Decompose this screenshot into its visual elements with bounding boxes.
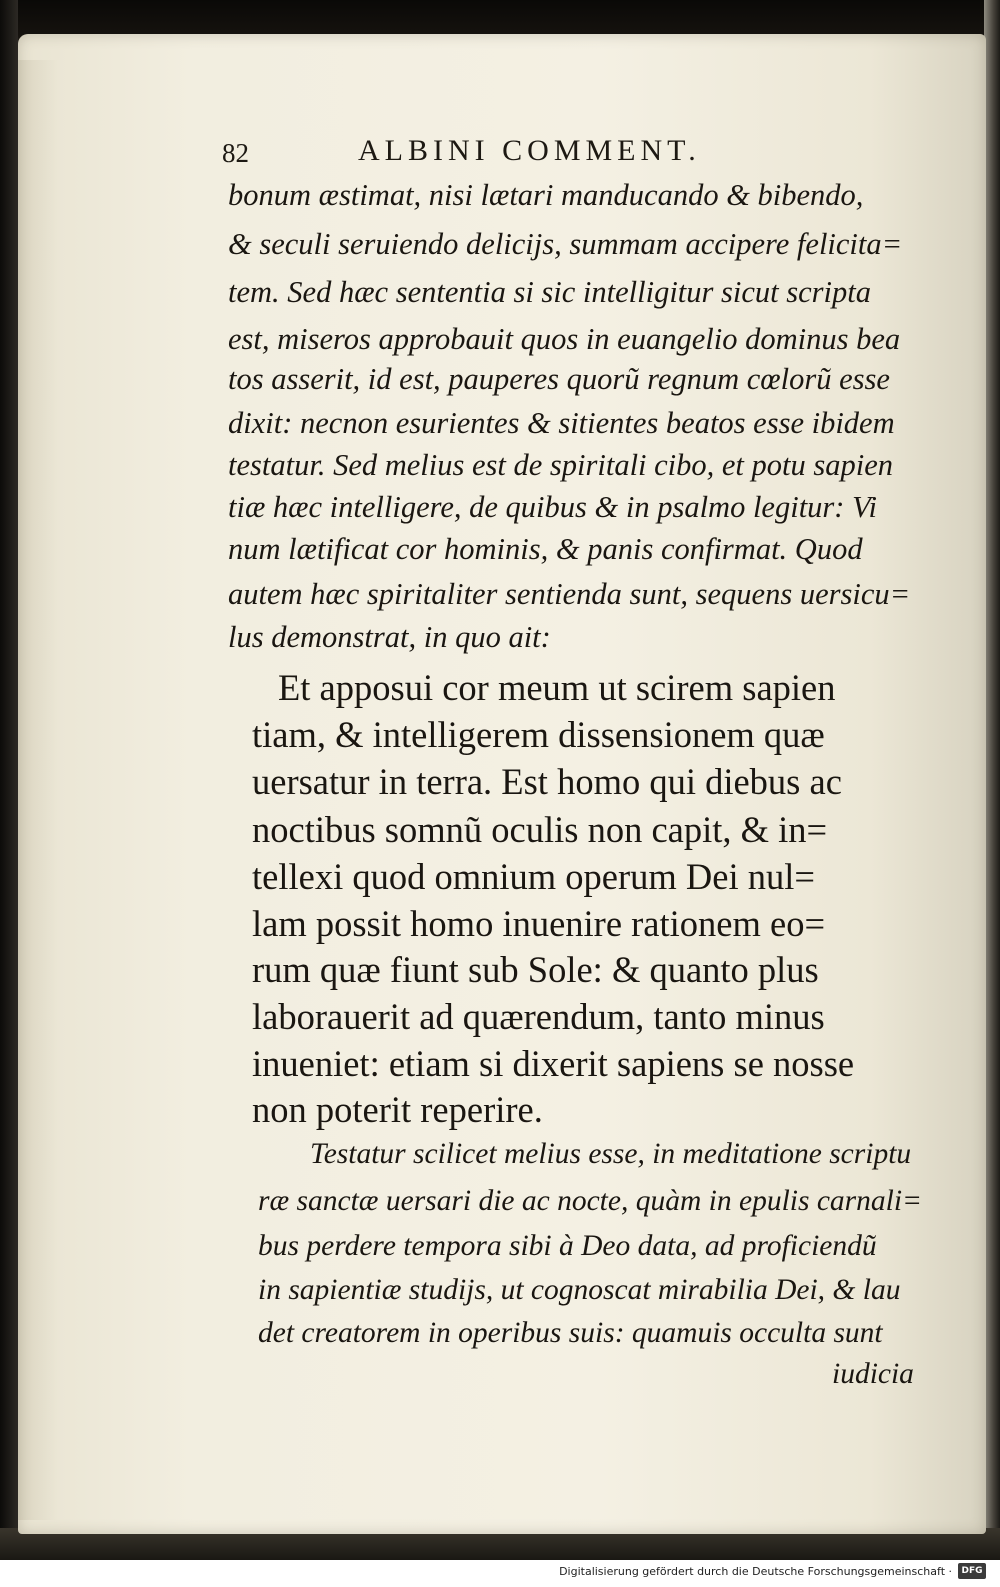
commentary-line: num lætificat cor hominis, & panis confirmat. Quod <box>228 532 863 566</box>
scripture-line: non poterit reperire. <box>252 1089 543 1130</box>
commentary-line: det creatorem in operibus suis: quamuis occulta sunt <box>258 1317 883 1349</box>
commentary-line: bus perdere tempora sibi à Deo data, ad proficiendũ <box>258 1230 877 1262</box>
dfg-logo: DFG <box>958 1563 986 1579</box>
scripture-line: lam possit homo inuenire rationem eo= <box>252 903 826 944</box>
commentary-line: in sapientiæ studijs, ut cognoscat mirabilia Dei, & lau <box>258 1274 901 1306</box>
scripture-line: uersatur in terra. Est homo qui diebus ac <box>252 761 842 802</box>
scripture-line: tellexi quod omnium operum Dei nul= <box>252 856 815 897</box>
commentary-line: autem hæc spiritaliter sentienda sunt, sequens uersicu= <box>228 577 911 611</box>
scripture-line: laborauerit ad quærendum, tanto minus <box>252 996 825 1037</box>
commentary-line: est, miseros approbauit quos in euangelio dominus bea <box>228 322 901 356</box>
scripture-line: inueniet: etiam si dixerit sapiens se nosse <box>252 1043 855 1084</box>
scripture-line: tiam, & intelligerem dissensionem quæ <box>252 714 825 755</box>
commentary-line: tos asserit, id est, pauperes quorũ regnum cœlorũ esse <box>228 362 890 396</box>
page-number: 82 <box>222 138 249 168</box>
commentary-line: tiæ hæc intelligere, de quibus & in psalmo legitur: Vi <box>228 490 877 524</box>
scripture-line: Et apposui cor meum ut scirem sapien <box>278 667 836 708</box>
commentary-line: ræ sanctæ uersari die ac nocte, quàm in epulis carnali= <box>258 1185 922 1217</box>
commentary-line: lus demonstrat, in quo ait: <box>228 620 551 654</box>
commentary-line: & seculi seruiendo delicijs, summam accipere felicita= <box>228 227 903 261</box>
funding-credit: Digitalisierung gefördert durch die Deutsche Forschungsgemeinschaft · <box>559 1565 952 1578</box>
scripture-line: noctibus somnũ oculis non capit, & in= <box>252 809 828 850</box>
running-head: ALBINI COMMENT. <box>358 134 701 167</box>
catchword: iudicia <box>832 1358 914 1390</box>
commentary-line: testatur. Sed melius est de spiritali cibo, et potu sapien <box>228 448 894 482</box>
scripture-line: rum quæ fiunt sub Sole: & quanto plus <box>252 949 819 990</box>
commentary-line: dixit: necnon esurientes & sitientes beatos esse ibidem <box>228 406 895 440</box>
commentary-line: tem. Sed hæc sententia si sic intelligitur sicut scripta <box>228 275 871 309</box>
commentary-line: Testatur scilicet melius esse, in meditatione scriptu <box>310 1138 912 1170</box>
commentary-line: bonum æstimat, nisi lætari manducando & bibendo, <box>228 178 864 212</box>
